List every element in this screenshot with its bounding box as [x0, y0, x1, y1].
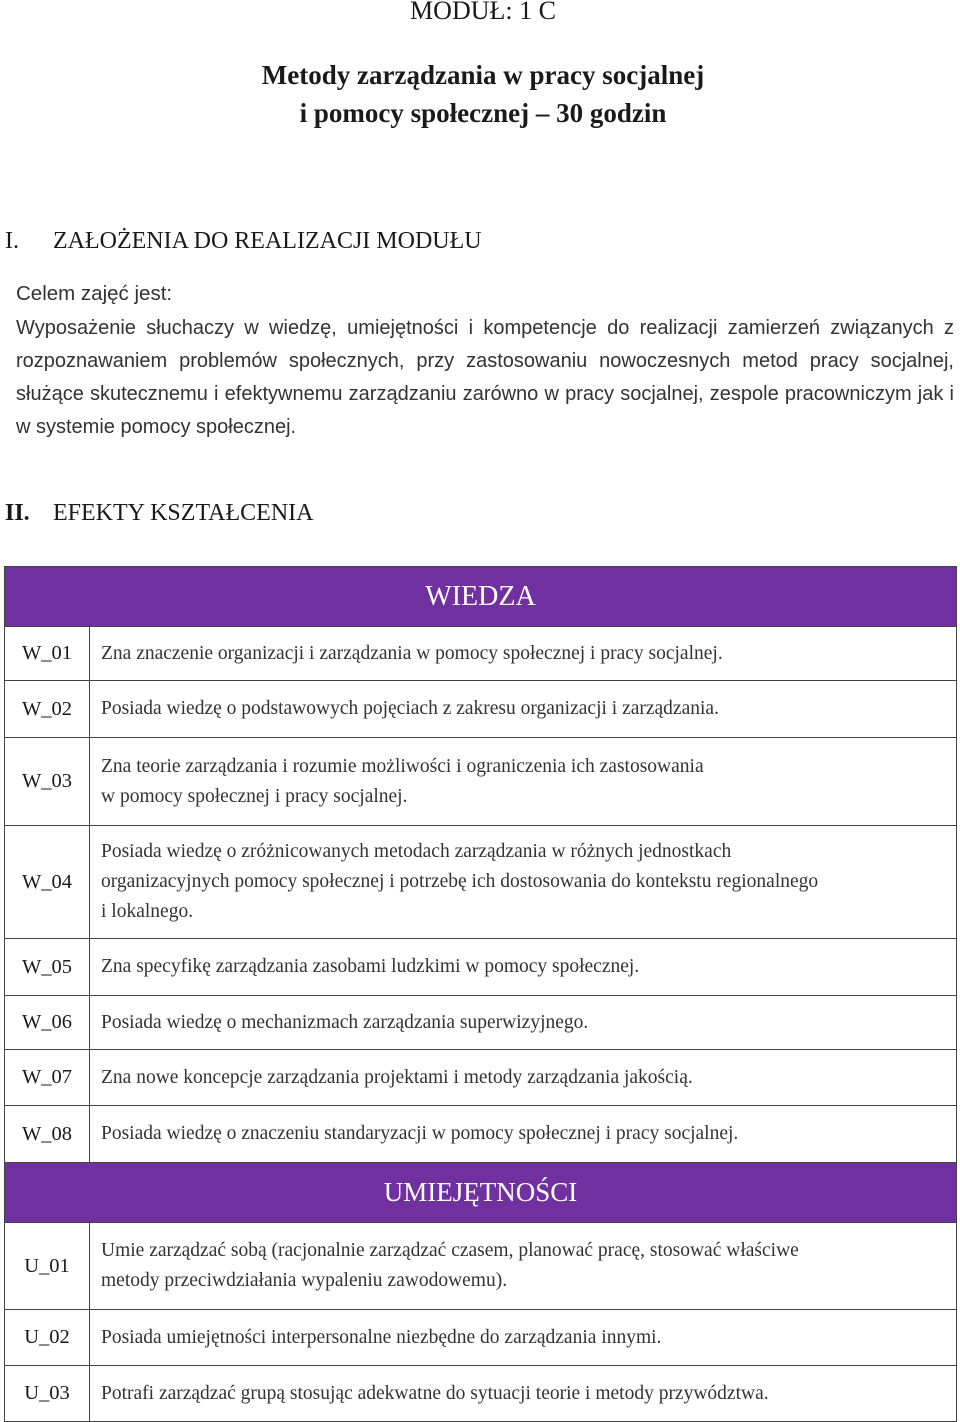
description-line: metody przeciwdziałania wypaleniu zawodowemu).: [101, 1270, 508, 1291]
row-description: [90, 1366, 957, 1422]
description-line: Posiada wiedzę o mechanizmach zarządzania superwizyjnego.: [101, 1011, 589, 1033]
description-line: Zna teorie zarządzania i rozumie możliwości i ograniczenia ich zastosowania: [101, 755, 704, 777]
module-label: MODUŁ: 1 C: [410, 0, 556, 25]
row-description: [90, 1106, 957, 1163]
description-line: Zna znaczenie organizacji i zarządzania w pomocy społecznej i pracy socjalnej.: [101, 642, 723, 664]
section-2-title: EFEKTY KSZTAŁCENIA: [53, 500, 314, 526]
description-line: Posiada wiedzę o znaczeniu standaryzacji w pomocy społecznej i pracy socjalnej.: [101, 1123, 739, 1144]
section-1-number: I.: [5, 228, 19, 254]
description-line: Zna specyfikę zarządzania zasobami ludzkimi w pomocy społecznej.: [101, 956, 640, 977]
description-line: organizacyjnych pomocy społecznej i potrzebę ich dostosowania do kontekstu regionalnego: [101, 871, 819, 892]
table-row: [5, 1050, 957, 1106]
row-description: [90, 1223, 957, 1310]
row-code: W_03: [5, 738, 90, 826]
description-line: Posiada wiedzę o zróżnicowanych metodach zarządzania w różnych jednostkach: [101, 841, 732, 862]
table-row: [5, 826, 957, 939]
row-description: [90, 939, 957, 996]
row-description: [90, 1310, 957, 1366]
table-row: [5, 1310, 957, 1366]
table-row: [5, 939, 957, 996]
row-description: [90, 627, 957, 681]
wiedza-table: [4, 566, 957, 1163]
row-description: [90, 826, 957, 939]
goal-text: Wyposażenie słuchaczy w wiedzę, umiejętności i kompetencje do realizacji zamierzeń związanych z rozpoznawaniem problemów społecznych, przy zastosowaniu nowoczesnych metod pracy socjalnej, służące skutecznemu i efektywnemu zarządzaniu zarówno w pracy socjalnej, zespole pracowniczym jak i w systemie pomocy społecznej.: [16, 317, 954, 438]
section-2-heading: [5, 500, 314, 527]
row-code: U_01: [5, 1223, 90, 1310]
row-code: U_03: [5, 1366, 90, 1422]
table-row: [5, 1366, 957, 1422]
table-row: [5, 996, 957, 1050]
row-code: W_02: [5, 681, 90, 738]
section-2-number: II.: [5, 500, 30, 526]
wiedza-header: WIEDZA: [5, 567, 957, 627]
description-line: Umie zarządzać sobą (racjonalnie zarządzać czasem, planować pracę, stosować właściwe: [101, 1240, 799, 1261]
row-description: [90, 996, 957, 1050]
table-row: [5, 627, 957, 681]
row-code: W_01: [5, 627, 90, 681]
description-line: Potrafi zarządzać grupą stosując adekwatne do sytuacji teorie i metody przywództwa.: [101, 1382, 769, 1404]
umiejetnosci-header: UMIEJĘTNOŚCI: [5, 1163, 957, 1223]
row-code: W_06: [5, 996, 90, 1050]
table-row: [5, 1106, 957, 1163]
row-code: W_08: [5, 1106, 90, 1163]
description-line: w pomocy społecznej i pracy socjalnej.: [101, 785, 408, 807]
table-row: [5, 738, 957, 826]
section-1-title: ZAŁOŻENIA DO REALIZACJI MODUŁU: [53, 228, 482, 254]
row-code: U_02: [5, 1310, 90, 1366]
row-code: W_04: [5, 826, 90, 939]
title-line-1: Metody zarządzania w pracy socjalnej: [261, 60, 705, 90]
table-row: [5, 1223, 957, 1310]
row-description: [90, 738, 957, 826]
goal-label: Celem zajęć jest:: [16, 282, 173, 305]
description-line: Posiada wiedzę o podstawowych pojęciach z zakresu organizacji i zarządzania.: [101, 698, 719, 719]
page-title: [0, 56, 960, 132]
row-code: W_05: [5, 939, 90, 996]
umiejetnosci-table: [4, 1162, 957, 1422]
table-row: [5, 681, 957, 738]
row-code: W_07: [5, 1050, 90, 1106]
section-1-heading: [5, 228, 482, 255]
description-line: Zna nowe koncepcje zarządzania projektami i metody zarządzania jakością.: [101, 1066, 693, 1088]
row-description: [90, 1050, 957, 1106]
description-line: Posiada umiejętności interpersonalne niezbędne do zarządzania innymi.: [101, 1326, 662, 1348]
title-line-2: i pomocy społecznej – 30 godzin: [299, 98, 667, 128]
description-line: i lokalnego.: [101, 901, 194, 922]
row-description: [90, 681, 957, 738]
